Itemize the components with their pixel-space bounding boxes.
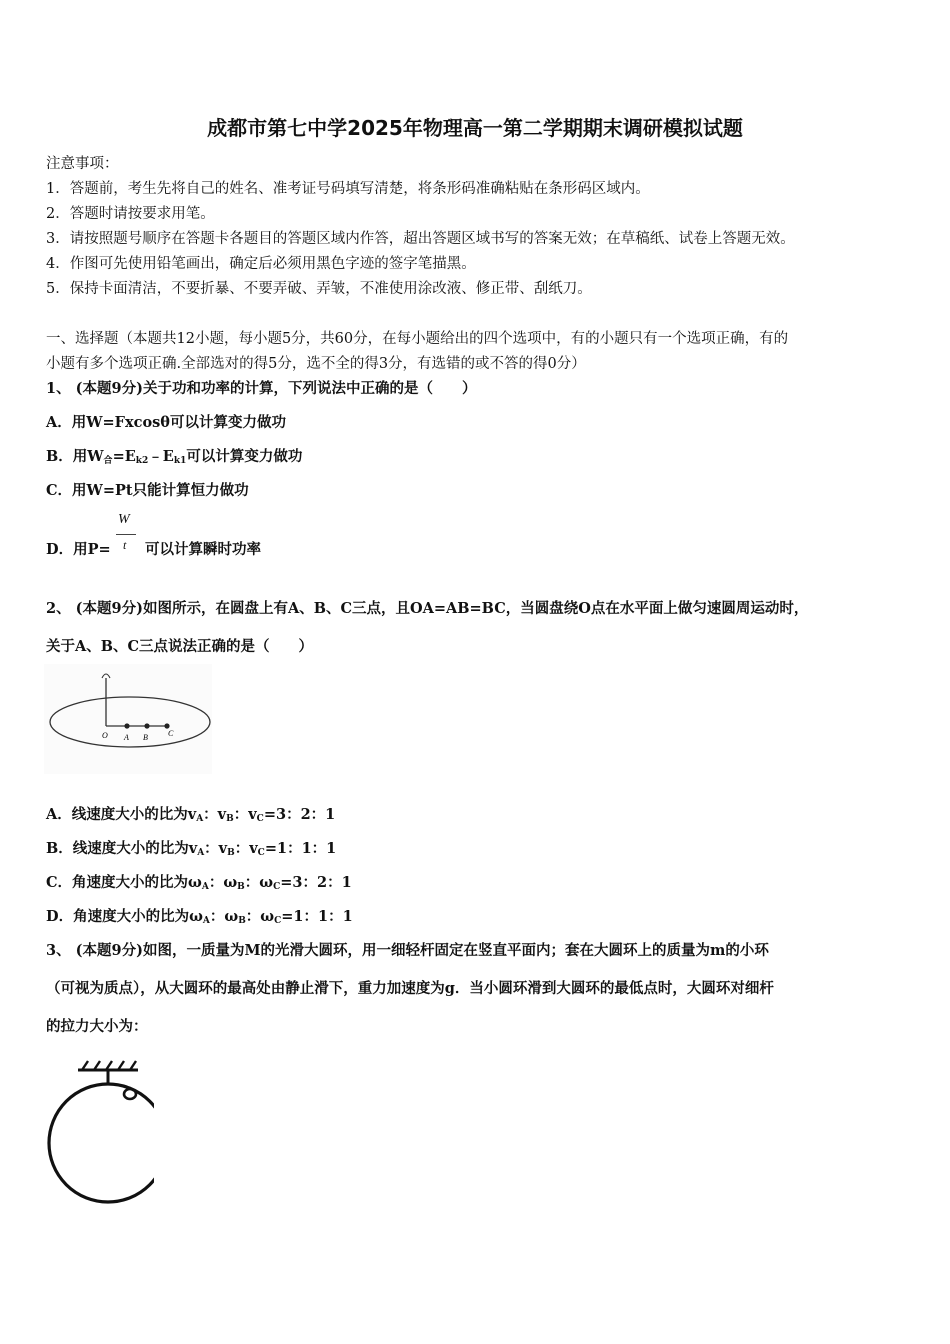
figure-background bbox=[44, 664, 212, 774]
q1-option-d-label: D．用P= bbox=[46, 541, 111, 558]
q1-b-text: 可以计算变力做功 bbox=[186, 448, 303, 465]
question-3-stem: （可视为质点），从大圆环的最高处由静止滑下，重力加速度为g．当小圆环滑到大圆环的最低点时，大圆环对细杆 bbox=[46, 980, 774, 997]
q2-sub: B bbox=[237, 882, 245, 892]
q2-var: v bbox=[248, 806, 257, 823]
point-c bbox=[164, 723, 169, 728]
notice-item: 4．作图可先使用铅笔画出，确定后必须用黑色字迹的签字笔描黑。 bbox=[46, 256, 476, 272]
q2-sep: ： bbox=[233, 806, 249, 823]
small-ring bbox=[124, 1089, 136, 1099]
q2-option-a bbox=[46, 803, 335, 824]
q2-var: ω bbox=[260, 908, 275, 925]
q2-sub: A bbox=[196, 814, 204, 824]
notice-item: 5．保持卡面清洁，不要折暴、不要弄破、弄皱，不准使用涂改液、修正带、刮纸刀。 bbox=[46, 281, 592, 297]
q2-sep: ： bbox=[245, 908, 261, 925]
page-title: 成都市第七中学2025年物理高一第二学期期末调研模拟试题 bbox=[207, 116, 743, 140]
q2-sub: B bbox=[227, 848, 235, 858]
label-a: A bbox=[124, 733, 129, 742]
label-b: B bbox=[143, 733, 148, 742]
q2-b-text: B．线速度大小的比为v bbox=[46, 840, 198, 857]
q2-sep: ： bbox=[204, 840, 219, 857]
q1-option-a: A．用W=Fxcosθ可以计算变力做功 bbox=[46, 414, 286, 431]
question-3-stem: 3、 (本题9分)如图，一质量为M的光滑大圆环，用一细轻杆固定在竖直平面内；套在大圆环上的质量为m的小环 bbox=[46, 942, 769, 959]
q2-sub: B bbox=[226, 814, 234, 824]
q1-b-text: B．用W bbox=[46, 448, 104, 465]
q2-sub: C bbox=[257, 848, 265, 858]
q2-sub: C bbox=[274, 916, 282, 926]
q2-sep: ： bbox=[234, 840, 250, 857]
q2-ratio: =3：2：1 bbox=[263, 806, 336, 823]
fraction-numerator: W bbox=[118, 512, 130, 527]
q2-d-text: D．角速度大小的比为ω bbox=[46, 908, 203, 925]
q2-sep: ： bbox=[244, 874, 260, 891]
q1-b-sub: k1 bbox=[173, 456, 187, 466]
q1-b-text: =E bbox=[112, 448, 136, 465]
q2-var: v bbox=[217, 806, 227, 823]
section-header: 一、选择题（本题共12小题，每小题5分，共60分，在每小题给出的四个选项中，有的小题只有一个选项正确，有的 bbox=[46, 331, 789, 347]
notice-item: 2．答题时请按要求用笔。 bbox=[46, 206, 215, 222]
question-3-stem: 的拉力大小为： bbox=[46, 1018, 148, 1035]
q2-sub: B bbox=[238, 916, 246, 926]
q2-var: v bbox=[218, 840, 228, 857]
q2-sub: A bbox=[201, 882, 209, 892]
question-2-stem: 关于A、B、C三点说法正确的是（ ） bbox=[46, 638, 314, 655]
q2-sep: ： bbox=[209, 908, 225, 925]
rotating-disc-figure bbox=[44, 664, 212, 774]
q1-option-c: C．用W=Pt只能计算恒力做功 bbox=[46, 482, 249, 499]
q2-var: ω bbox=[223, 874, 238, 891]
q2-option-d bbox=[46, 905, 353, 926]
ring-figure bbox=[44, 1058, 154, 1204]
large-ring bbox=[49, 1084, 154, 1202]
q2-var: ω bbox=[259, 874, 274, 891]
q2-option-c bbox=[46, 871, 352, 892]
q2-ratio: =3：2：1 bbox=[280, 874, 352, 891]
q2-a-text: A．线速度大小的比为v bbox=[46, 806, 197, 823]
q2-var: ω bbox=[224, 908, 239, 925]
point-b bbox=[144, 723, 149, 728]
notice-item: 1．答题前，考生先将自己的姓名、准考证号码填写清楚，将条形码准确粘贴在条形码区域内。 bbox=[46, 181, 650, 197]
q2-sep: ： bbox=[208, 874, 224, 891]
point-a bbox=[124, 723, 129, 728]
fraction-bar bbox=[116, 534, 136, 535]
notice-item: 3．请按照题号顺序在答题卡各题目的答题区域内作答，超出答题区域书写的答案无效；在草稿纸、试卷上答题无效。 bbox=[46, 231, 795, 247]
q2-ratio: =1：1：1 bbox=[281, 908, 353, 925]
q1-option-d-text: 可以计算瞬时功率 bbox=[145, 541, 261, 558]
label-o: O bbox=[102, 731, 108, 740]
notice-heading: 注意事项： bbox=[46, 156, 119, 172]
q1-b-sub: 合 bbox=[103, 456, 113, 466]
fraction-denominator: t bbox=[123, 538, 127, 552]
q2-sub: A bbox=[197, 848, 205, 858]
q1-b-sub: k2 bbox=[135, 456, 149, 466]
q2-var: v bbox=[249, 840, 258, 857]
q2-sub: C bbox=[273, 882, 281, 892]
q2-ratio: =1：1：1 bbox=[264, 840, 337, 857]
q1-b-text: ﹣E bbox=[148, 448, 174, 465]
question-2-stem: 2、 (本题9分)如图所示，在圆盘上有A、B、C三点，且OA=AB=BC，当圆盘绕O点在水平面上做匀速圆周运动时， bbox=[46, 600, 809, 617]
q2-sub: A bbox=[202, 916, 210, 926]
q2-c-text: C．角速度大小的比为ω bbox=[46, 874, 202, 891]
section-header: 小题有多个选项正确.全部选对的得5分，选不全的得3分，有选错的或不答的得0分） bbox=[46, 356, 586, 372]
question-1-stem: 1、 (本题9分)关于功和功率的计算，下列说法中正确的是（ ） bbox=[46, 380, 477, 397]
q2-sub: C bbox=[256, 814, 264, 824]
label-c: C bbox=[168, 729, 174, 738]
q2-sep: ： bbox=[203, 806, 218, 823]
q2-option-b bbox=[46, 837, 336, 858]
q1-option-b bbox=[46, 445, 302, 466]
